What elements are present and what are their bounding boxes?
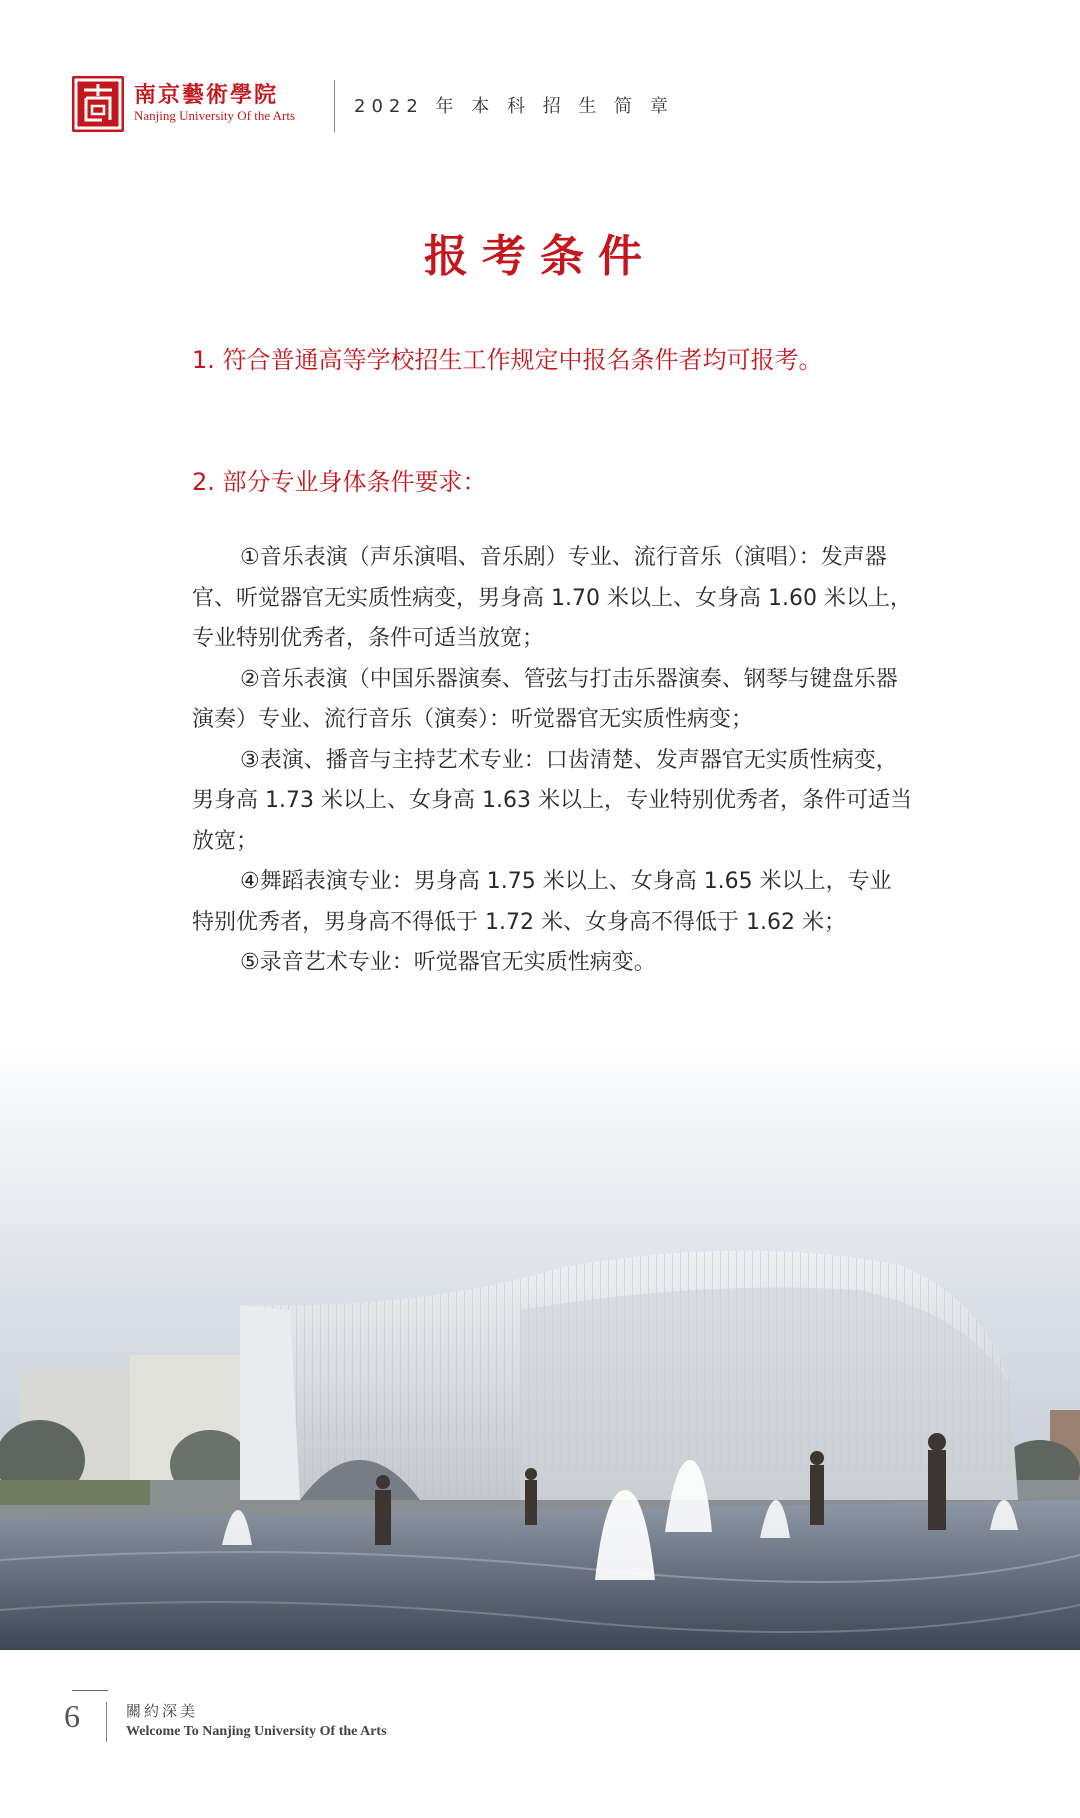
- page-title: 报考条件: [424, 231, 656, 282]
- brochure-title: 2022 年 本 科 招 生 简 章: [354, 96, 674, 117]
- requirement-item: ①音乐表演（声乐演唱、音乐剧）专业、流行音乐（演唱）：发声器官、听觉器官无实质性病变，男身高 1.70 米以上、女身高 1.60 米以上，专业特别优秀者，条件可适当放宽；: [192, 545, 912, 651]
- requirement-item: ②音乐表演（中国乐器演奏、管弦与打击乐器演奏、钢琴与键盘乐器演奏）专业、流行音乐（演奏）：听觉器官无实质性病变；: [192, 666, 898, 732]
- page-header: [72, 74, 772, 134]
- campus-building-photo: [0, 1040, 1080, 1650]
- requirement-item: ⑤录音艺术专业：听觉器官无实质性病变。: [240, 950, 656, 975]
- logo-name-cn: 南京藝術學院: [134, 82, 279, 108]
- university-logo-icon: [72, 76, 124, 132]
- requirement-item: ③表演、播音与主持艺术专业：口齿清楚、发声器官无实质性病变，男身高 1.73 米以上、女身高 1.63 米以上，专业特别优秀者，条件可适当放宽；: [192, 747, 912, 854]
- requirements-list: [192, 538, 912, 984]
- footer-slogan-en: Welcome To Nanjing University Of the Arts: [126, 1724, 387, 1739]
- header-divider: [334, 80, 335, 132]
- page-footer: [0, 1680, 1080, 1780]
- footer-slogan-cn: 關約深美: [126, 1702, 199, 1720]
- section-heading-1: 1. 符合普通高等学校招生工作规定中报名条件者均可报考。: [192, 346, 823, 374]
- footer-rule: [72, 1690, 108, 1691]
- section-heading-2: 2. 部分专业身体条件要求：: [192, 468, 487, 496]
- page-number: 6: [64, 1698, 80, 1734]
- footer-divider: [106, 1702, 107, 1742]
- logo-name-en: Nanjing University Of the Arts: [134, 108, 296, 123]
- requirement-item: ④舞蹈表演专业：男身高 1.75 米以上、女身高 1.65 米以上，专业特别优秀者，男身高不得低于 1.72 米、女身高不得低于 1.62 米；: [192, 869, 892, 935]
